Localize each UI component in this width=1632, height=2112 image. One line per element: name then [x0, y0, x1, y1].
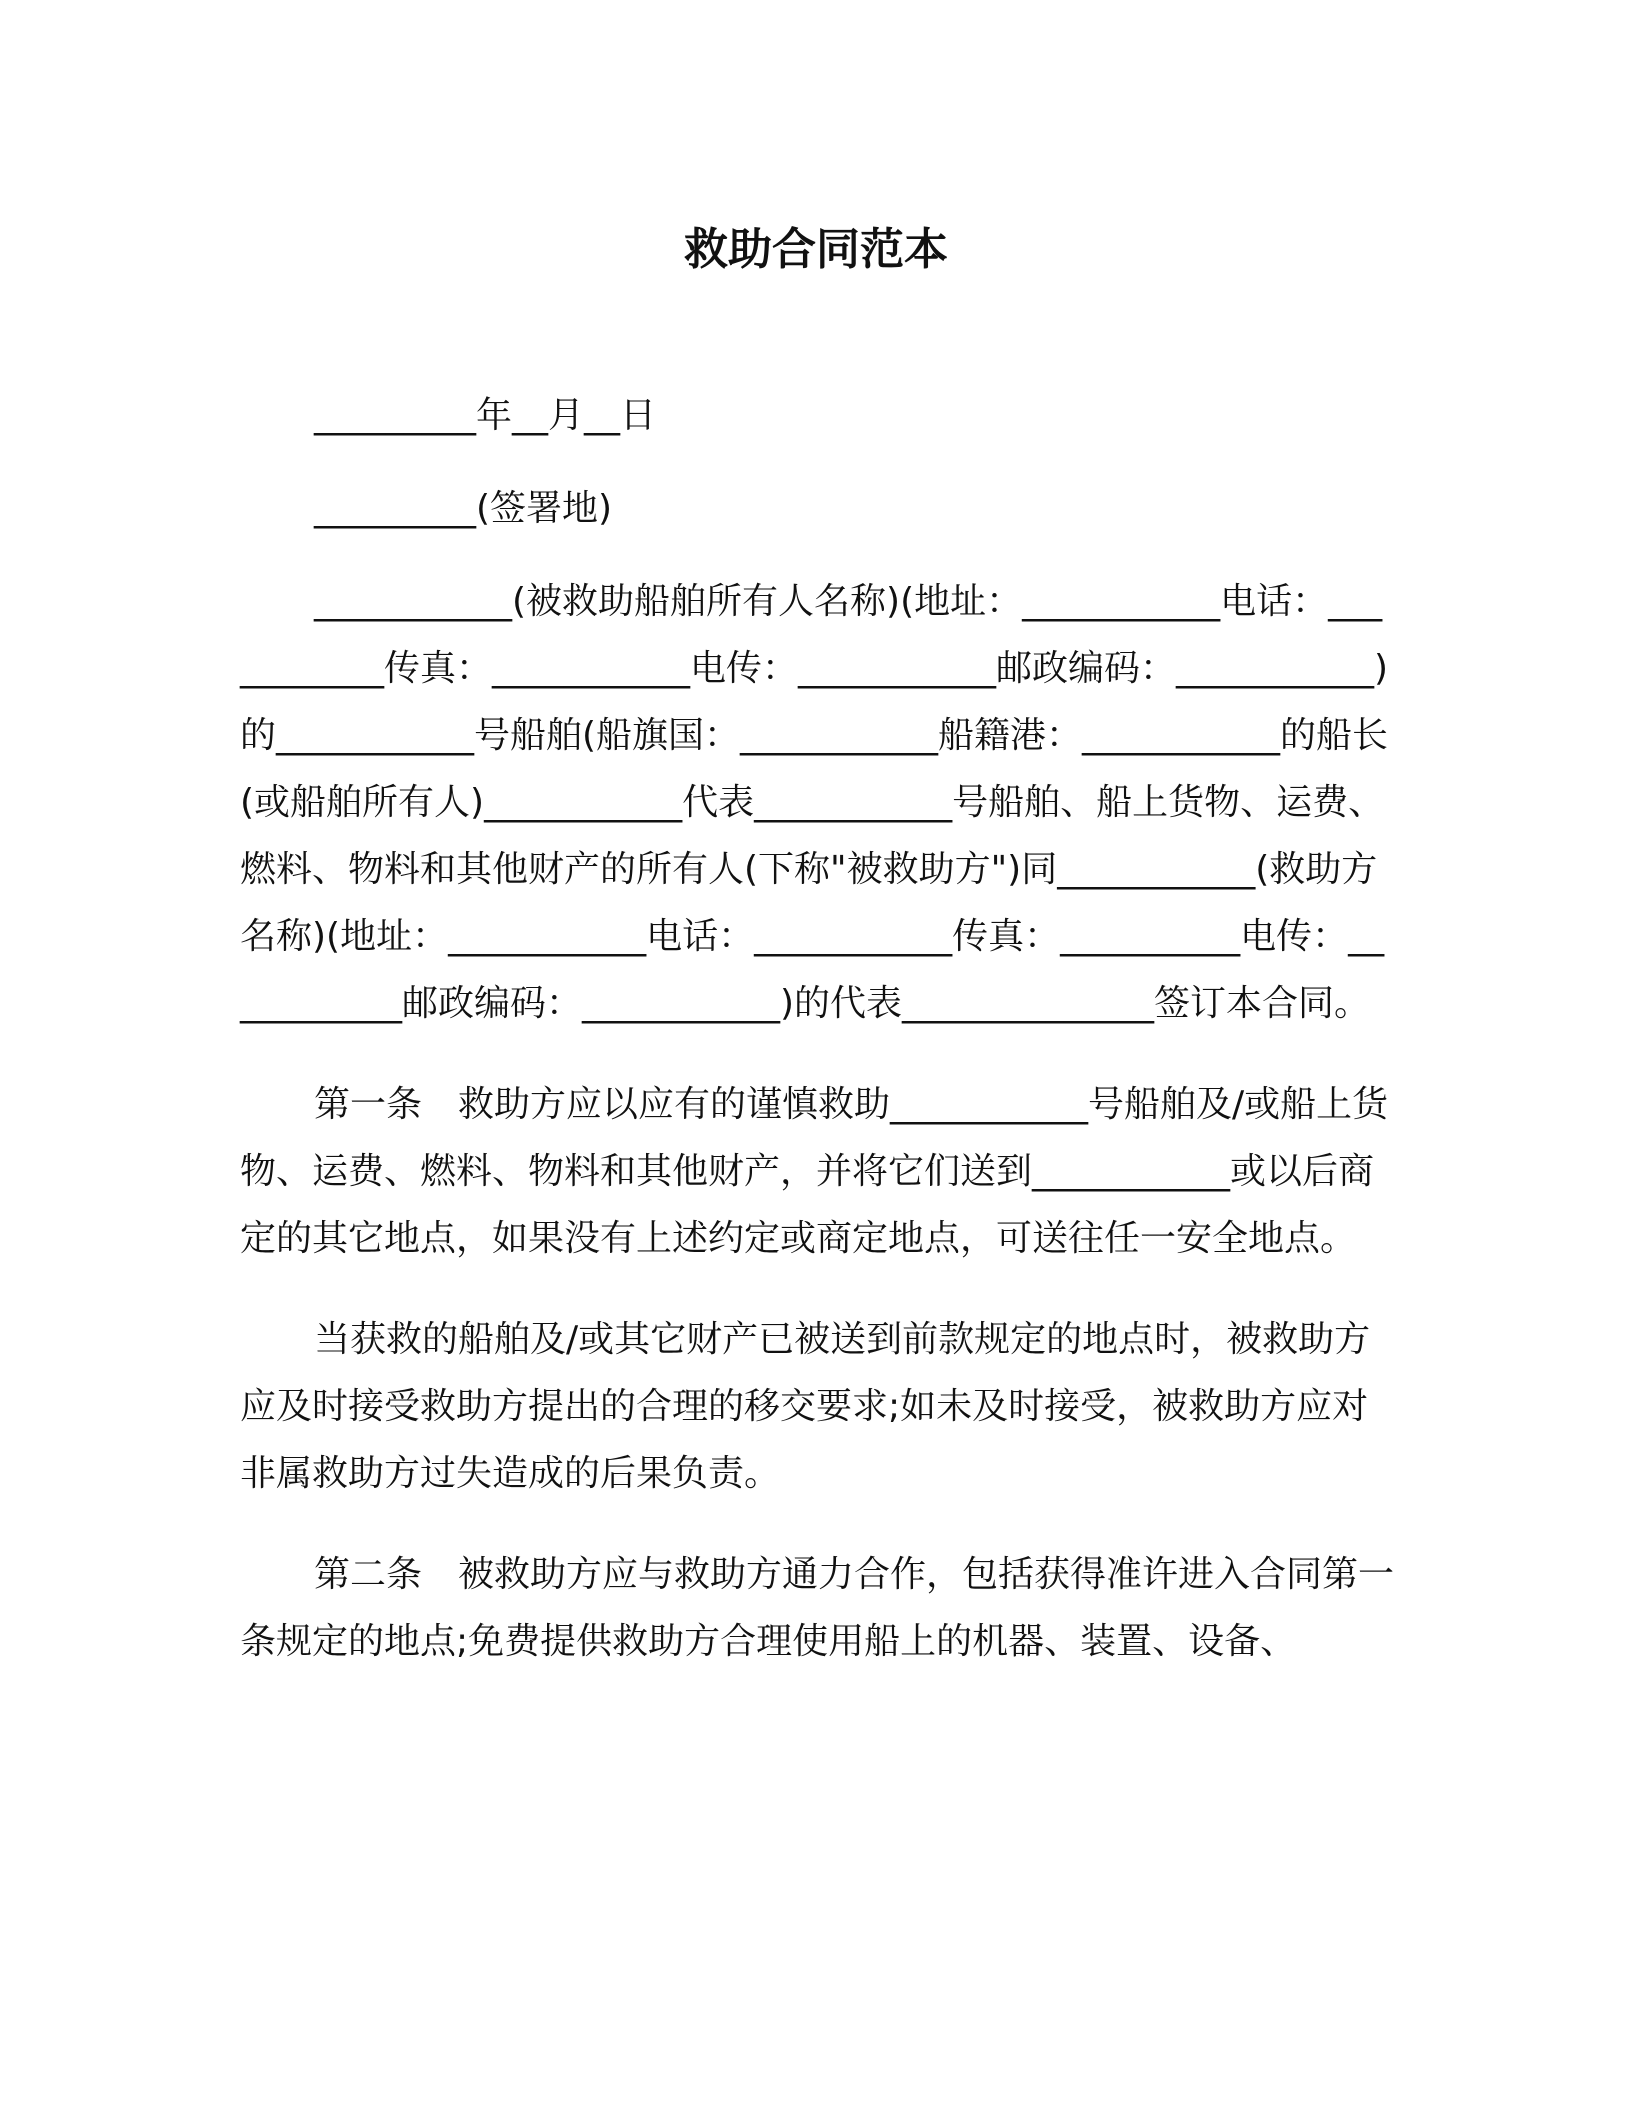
parties-paragraph: ___________(被救助船舶所有人名称)(地址：___________电话：___________传真：___________电传：___________邮政编码：___________)的___________号船舶(船旗国：___________船籍港：___________的船长(或船舶所有人)___________代表___________号船舶、船上货物、运费、燃料、物料和其他财产的所有人(下称"被救助方")同___________(救助方名称)(地址：___________电话：___________传真：__________电传：___________邮政编码：___________)的代表______________签订本合同。 — [240, 581, 1389, 1024]
document-body — [240, 382, 1400, 1699]
article-1-second-paragraph: 当获救的船舶及/或其它财产已被送到前款规定的地点时，被救助方应及时接受救助方提出的合理的移交要求;如未及时接受，被救助方应对非属救助方过失造成的后果负责。 — [240, 1319, 1371, 1494]
signing-place-line: _________(签署地) — [314, 488, 613, 529]
document-title: 救助合同范本 — [684, 224, 948, 275]
article-2-paragraph: 第二条 被救助方应与救助方通力合作，包括获得准许进入合同第一条规定的地点;免费提供救助方合理使用船上的机器、装置、设备、 — [240, 1554, 1395, 1662]
article-1-paragraph: 第一条 救助方应以应有的谨慎救助___________号船舶及/或船上货物、运费、燃料、物料和其他财产，并将它们送到___________或以后商定的其它地点，如果没有上述约定或商定地点，可送往任一安全地点。 — [240, 1084, 1389, 1259]
date-line: _________年__月__日 — [314, 395, 657, 436]
